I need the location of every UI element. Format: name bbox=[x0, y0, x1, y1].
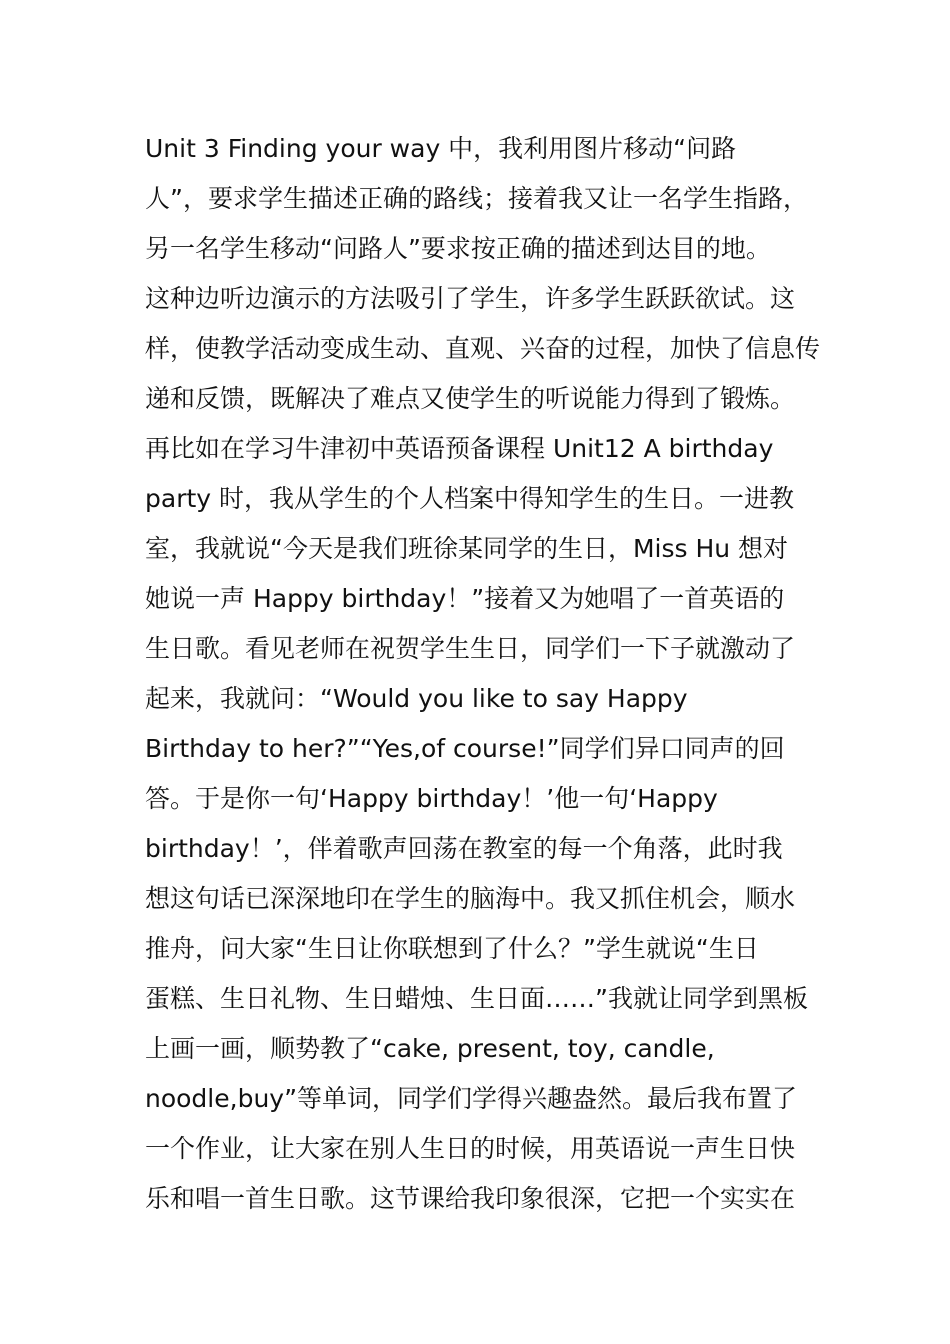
text-line: party 时，我从学生的个人档案中得知学生的生日。一进教 bbox=[145, 484, 795, 513]
text-line: 递和反馈，既解决了难点又使学生的听说能力得到了锻炼。 bbox=[145, 384, 796, 413]
text-line: 生日歌。看见老师在祝贺学生生日，同学们一下子就激动了 bbox=[145, 634, 796, 663]
text-line: 样，使教学活动变成生动、直观、兴奋的过程，加快了信息传 bbox=[145, 334, 821, 363]
text-line: 再比如在学习牛津初中英语预备课程 Unit12 A birthday bbox=[145, 434, 774, 463]
text-line: noodle,buy”等单词，同学们学得兴趣盎然。最后我布置了 bbox=[145, 1084, 798, 1113]
text-line: 乐和唱一首生日歌。这节课给我印象很深，它把一个实实在 bbox=[145, 1184, 796, 1213]
text-line: 这种边听边演示的方法吸引了学生，许多学生跃跃欲试。这 bbox=[145, 284, 796, 313]
body-paragraph bbox=[145, 124, 821, 1224]
text-line: 人”，要求学生描述正确的路线；接着我又让一名学生指路， bbox=[145, 184, 808, 213]
text-line: 她说一声 Happy birthday！”接着又为她唱了一首英语的 bbox=[145, 584, 785, 613]
text-line: 想这句话已深深地印在学生的脑海中。我又抓住机会，顺水 bbox=[145, 884, 796, 913]
text-line: 起来，我就问：“Would you like to say Happy bbox=[145, 684, 688, 713]
text-line: Unit 3 Finding your way 中，我利用图片移动“问路 bbox=[145, 134, 737, 163]
text-line: 一个作业，让大家在别人生日的时候，用英语说一声生日快 bbox=[145, 1134, 796, 1163]
text-line: 上画一画，顺势教了“cake, present, toy, candle, bbox=[145, 1034, 715, 1063]
text-line: 室，我就说“今天是我们班徐某同学的生日，Miss Hu 想对 bbox=[145, 534, 789, 563]
text-line: Birthday to her?”“Yes,of course!”同学们异口同声的回 bbox=[145, 734, 785, 763]
text-line: 另一名学生移动“问路人”要求按正确的描述到达目的地。 bbox=[145, 234, 771, 263]
text-line: birthday！’，伴着歌声回荡在教室的每一个角落，此时我 bbox=[145, 834, 783, 863]
text-line: 答。于是你一句‘Happy birthday！’他一句‘Happy bbox=[145, 784, 718, 813]
text-line: 蛋糕、生日礼物、生日蜡烛、生日面……”我就让同学到黑板 bbox=[145, 984, 808, 1013]
text-line: 推舟，问大家“生日让你联想到了什么？”学生就说“生日 bbox=[145, 934, 759, 963]
